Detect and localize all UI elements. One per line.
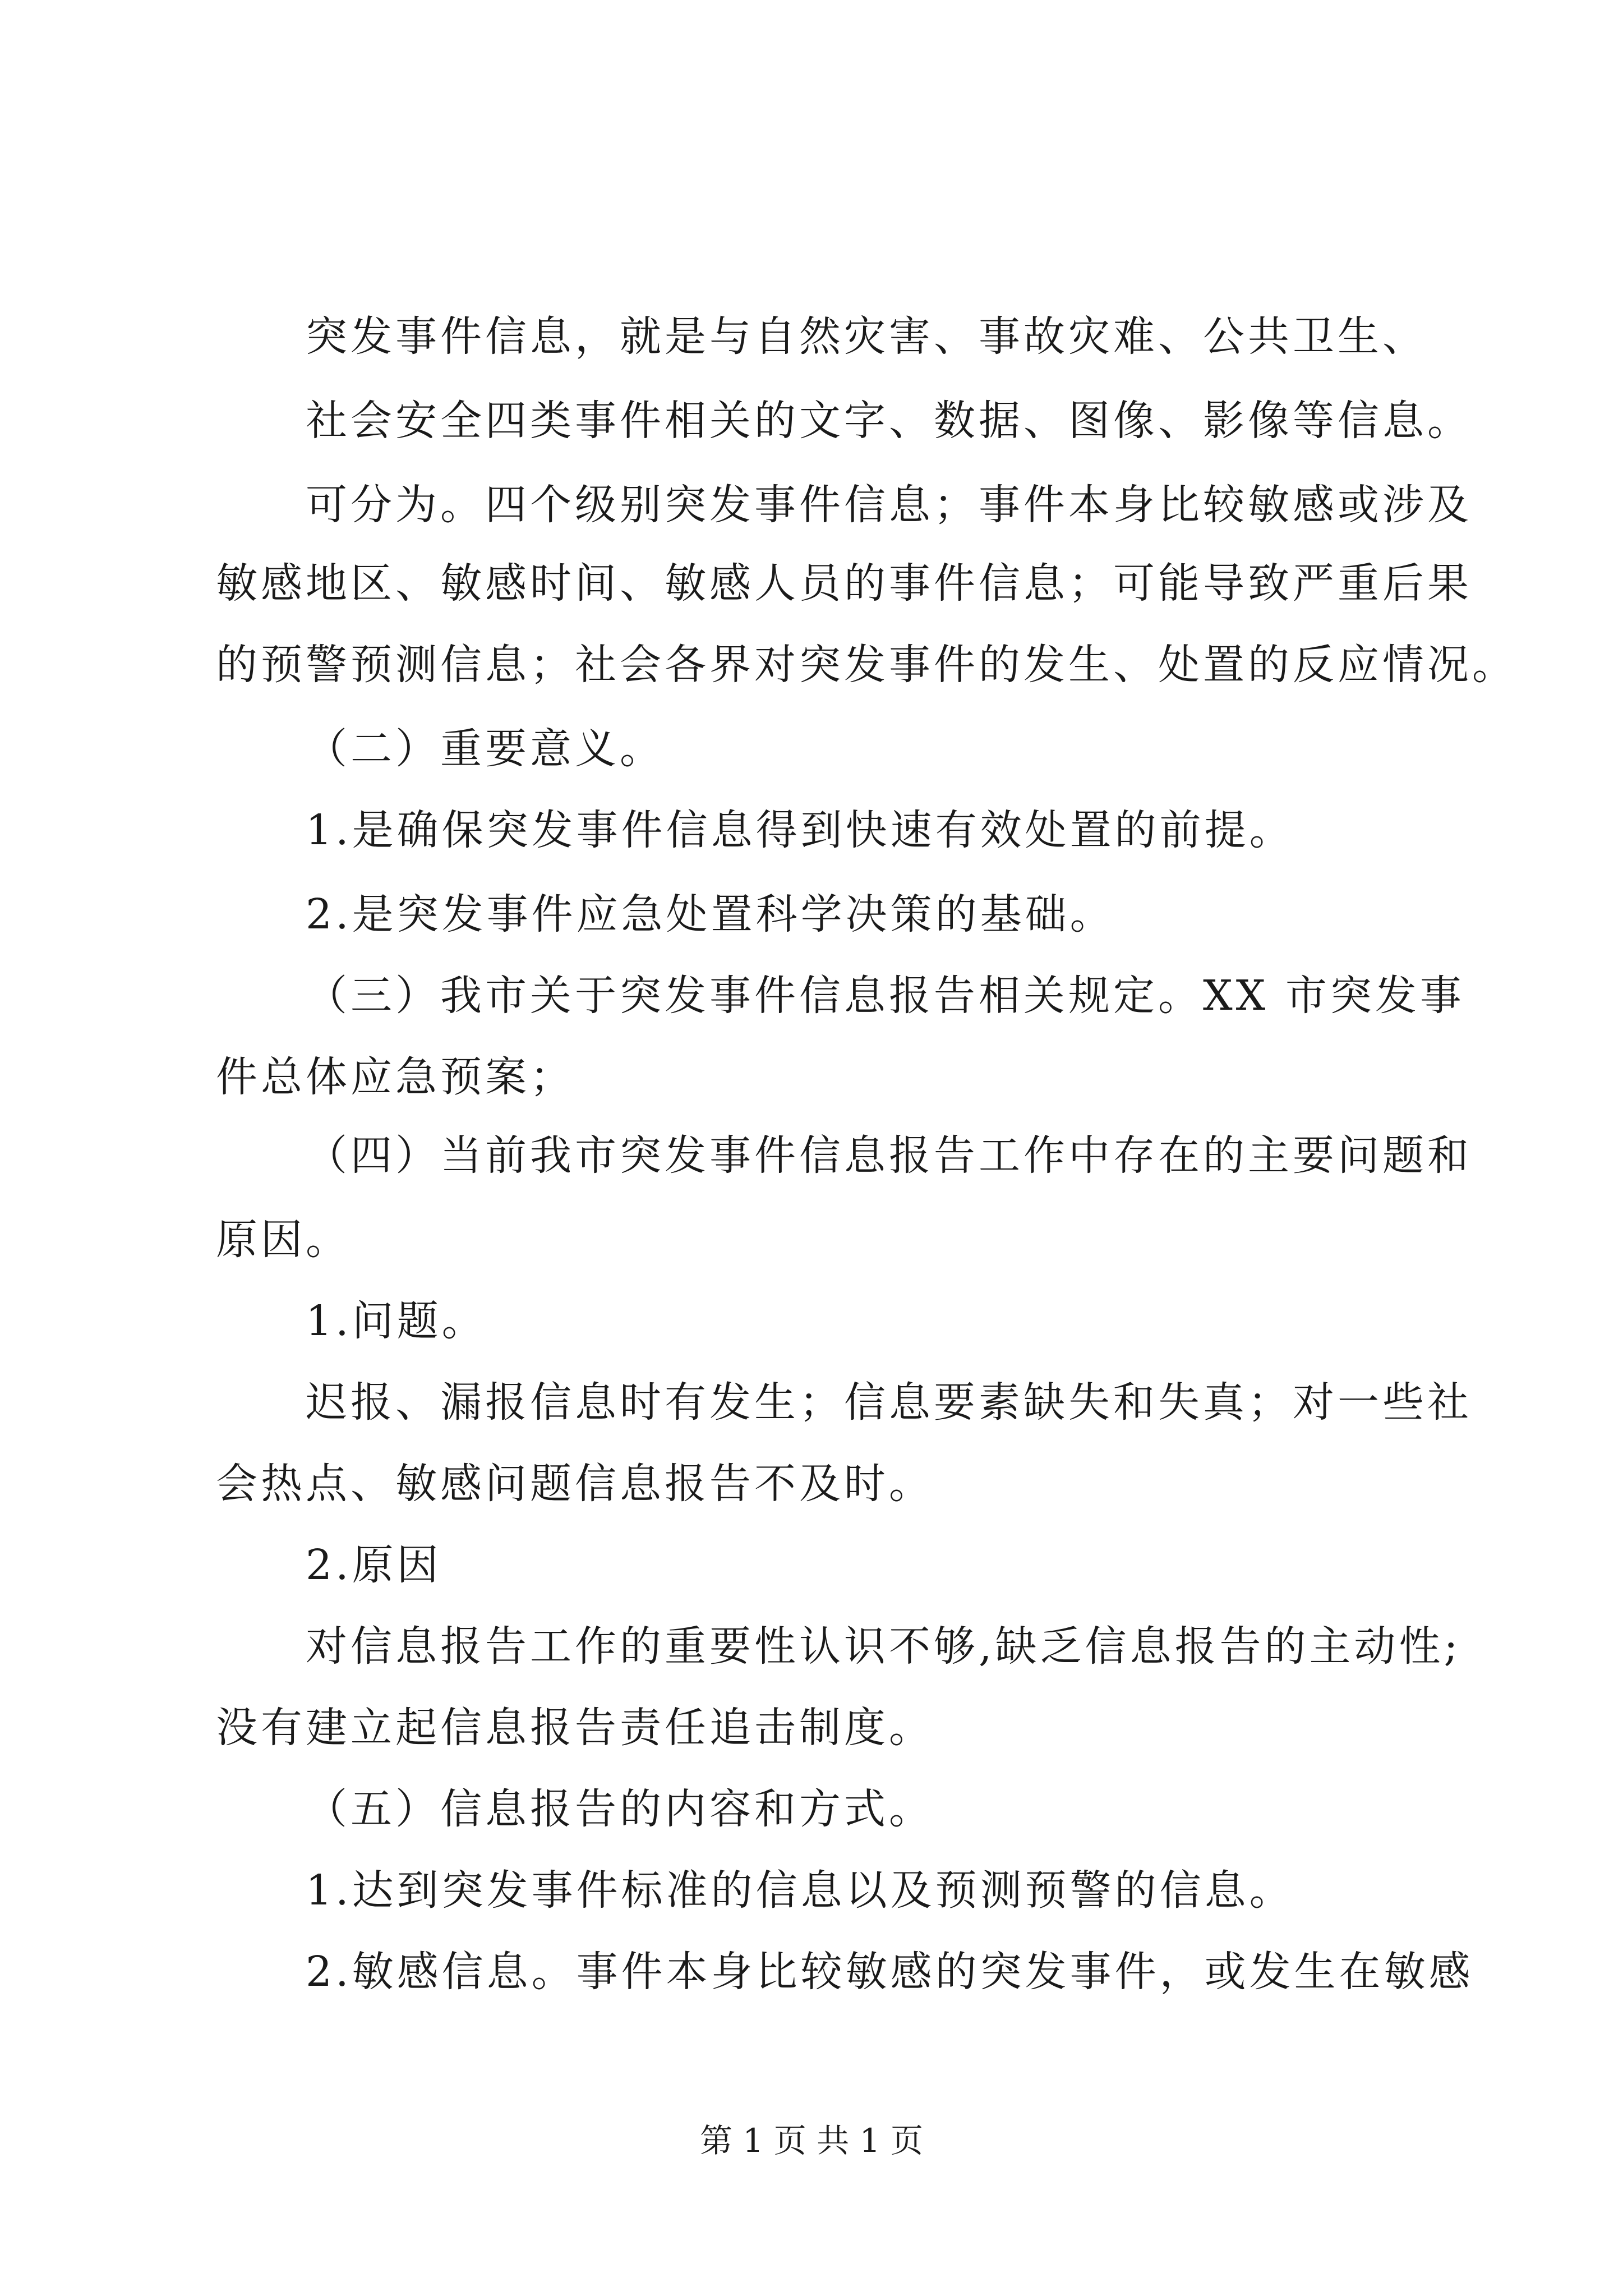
paragraph-line: 社会安全四类事件相关的文字、数据、图像、影像等信息。 <box>306 397 1472 445</box>
paragraph-line: 对信息报告工作的重要性认识不够,缺乏信息报告的主动性; <box>306 1622 1461 1671</box>
paragraph-line: 可分为。四个级别突发事件信息；事件本身比较敏感或涉及 <box>306 481 1472 529</box>
section-heading: （三）我市关于突发事件信息报告相关规定。XX 市突发事 <box>306 972 1465 1020</box>
list-item: 2.是突发事件应急处置科学决策的基础。 <box>306 890 1115 938</box>
page-footer: 第 1 页 共 1 页 <box>700 2122 923 2160</box>
paragraph-line: 原因。 <box>216 1216 351 1264</box>
list-item: 2.敏感信息。事件本身比较敏感的突发事件，或发生在敏感 <box>306 1948 1474 1996</box>
paragraph-line: 的预警预测信息；社会各界对突发事件的发生、处置的反应情况。 <box>216 641 1517 689</box>
paragraph-line: 突发事件信息，就是与自然灾害、事故灾难、公共卫生、 <box>306 312 1427 361</box>
list-item: 2.原因 <box>306 1541 442 1589</box>
section-heading: （二）重要意义。 <box>306 725 665 773</box>
paragraph-line: 迟报、漏报信息时有发生；信息要素缺失和失真；对一些社 <box>306 1378 1472 1427</box>
list-item: 1.达到突发事件标准的信息以及预测预警的信息。 <box>306 1866 1294 1915</box>
list-item: 1.是确保突发事件信息得到快速有效处置的前提。 <box>306 806 1294 854</box>
list-item: 1.问题。 <box>306 1297 487 1345</box>
section-heading: （四）当前我市突发事件信息报告工作中存在的主要问题和 <box>306 1131 1472 1180</box>
paragraph-line: 件总体应急预案； <box>216 1053 575 1101</box>
section-heading: （五）信息报告的内容和方式。 <box>306 1785 934 1833</box>
paragraph-line: 敏感地区、敏感时间、敏感人员的事件信息；可能导致严重后果 <box>216 559 1472 608</box>
paragraph-line: 会热点、敏感问题信息报告不及时。 <box>216 1460 934 1508</box>
paragraph-line: 没有建立起信息报告责任追击制度。 <box>216 1704 934 1752</box>
